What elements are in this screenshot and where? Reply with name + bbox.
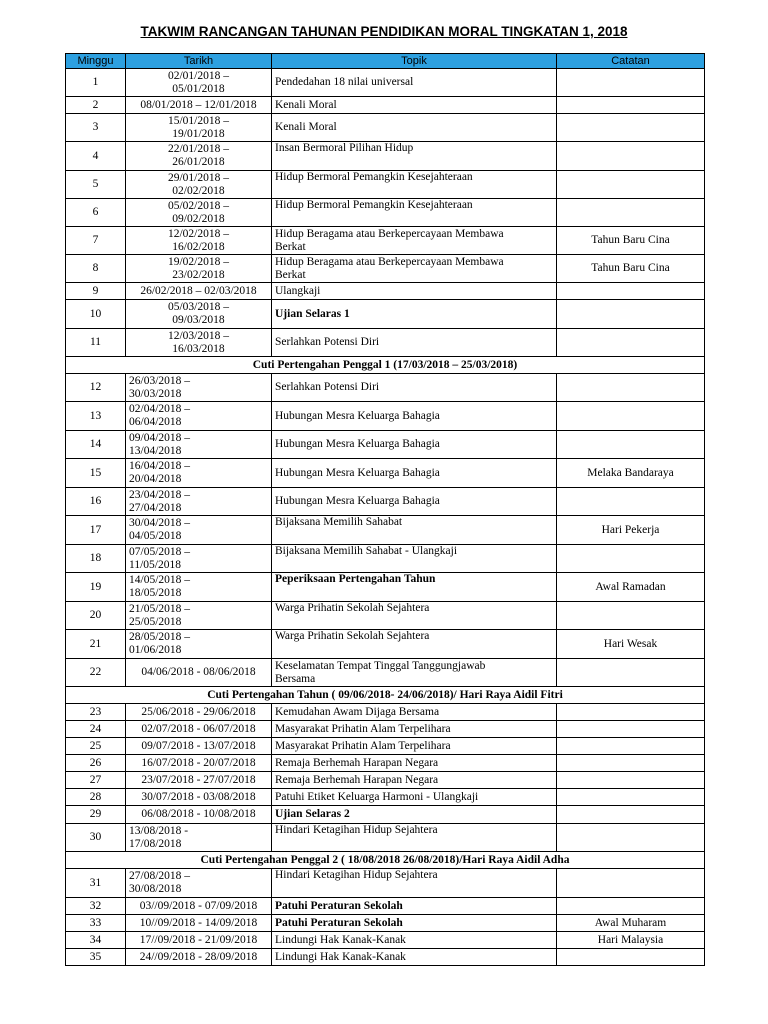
note-cell [557,869,705,898]
holiday-break-label: Cuti Pertengahan Penggal 2 ( 18/08/2018 26/08/2018)/Hari Raya Aidil Adha [66,852,705,869]
date-range-cell: 15/01/2018 – 19/01/2018 [126,114,272,142]
week-number-cell: 10 [66,300,126,329]
table-row [66,329,705,357]
note-cell [557,329,705,357]
date-range-cell: 23/04/2018 – 27/04/2018 [126,488,272,516]
topic-cell: Kenali Moral [272,97,557,114]
date-range-cell: 12/02/2018 – 16/02/2018 [126,227,272,255]
date-range-cell: 26/02/2018 – 02/03/2018 [126,283,272,300]
date-range-cell: 14/05/2018 – 18/05/2018 [126,573,272,602]
note-cell [557,171,705,199]
date-range-cell: 22/01/2018 – 26/01/2018 [126,142,272,171]
topic-cell: Serlahkan Potensi Diri [272,329,557,357]
topic-cell: Pendedahan 18 nilai universal [272,69,557,97]
date-range-cell: 09/07/2018 - 13/07/2018 [126,738,272,755]
header-minggu: Minggu [66,54,126,69]
week-number-cell: 32 [66,898,126,915]
note-cell: Awal Muharam [557,915,705,932]
table-row [66,283,705,300]
date-range-cell: 03//09/2018 - 07/09/2018 [126,898,272,915]
holiday-break-label: Cuti Pertengahan Tahun ( 09/06/2018- 24/06/2018)/ Hari Raya Aidil Fitri [66,687,705,704]
topic-cell: Hindari Ketagihan Hidup Sejahtera [272,869,557,898]
topic-cell: Hindari Ketagihan Hidup Sejahtera [272,824,557,852]
header-topik: Topik [272,54,557,69]
note-cell: Melaka Bandaraya [557,459,705,488]
topic-cell: Kenali Moral [272,114,557,142]
table-row [66,114,705,142]
date-range-cell: 26/03/2018 – 30/03/2018 [126,374,272,402]
note-cell [557,772,705,789]
table-row [66,545,705,573]
table-row [66,459,705,488]
topic-cell: Hubungan Mesra Keluarga Bahagia [272,402,557,431]
table-row [66,171,705,199]
week-number-cell: 3 [66,114,126,142]
topic-cell: Masyarakat Prihatin Alam Terpelihara [272,738,557,755]
week-number-cell: 29 [66,806,126,824]
date-range-cell: 24//09/2018 - 28/09/2018 [126,949,272,966]
week-number-cell: 16 [66,488,126,516]
topic-cell: Warga Prihatin Sekolah Sejahtera [272,602,557,630]
table-row [66,755,705,772]
topic-cell: Masyarakat Prihatin Alam Terpelihara [272,721,557,738]
date-range-cell: 23/07/2018 - 27/07/2018 [126,772,272,789]
note-cell [557,97,705,114]
note-cell [557,755,705,772]
table-header-row [66,54,705,69]
note-cell [557,431,705,459]
document-title: TAKWIM RANCANGAN TAHUNAN PENDIDIKAN MORAL TINGKATAN 1, 2018 [140,24,628,39]
week-number-cell: 4 [66,142,126,171]
note-cell: Hari Pekerja [557,516,705,545]
week-number-cell: 11 [66,329,126,357]
note-cell [557,704,705,721]
topic-cell: Hubungan Mesra Keluarga Bahagia [272,488,557,516]
table-row [66,789,705,806]
topic-cell: Lindungi Hak Kanak-Kanak [272,949,557,966]
note-cell [557,824,705,852]
date-range-cell: 08/01/2018 – 12/01/2018 [126,97,272,114]
note-cell [557,789,705,806]
week-number-cell: 1 [66,69,126,97]
note-cell [557,602,705,630]
table-row [66,932,705,949]
date-range-cell: 07/05/2018 – 11/05/2018 [126,545,272,573]
table-row [66,721,705,738]
week-number-cell: 22 [66,659,126,687]
date-range-cell: 04/06/2018 - 08/06/2018 [126,659,272,687]
date-range-cell: 10//09/2018 - 14/09/2018 [126,915,272,932]
table-row [66,704,705,721]
note-cell [557,659,705,687]
week-number-cell: 31 [66,869,126,898]
topic-cell: Bijaksana Memilih Sahabat [272,516,557,545]
note-cell [557,300,705,329]
table-row [66,374,705,402]
date-range-cell: 05/03/2018 – 09/03/2018 [126,300,272,329]
week-number-cell: 17 [66,516,126,545]
table-row [66,199,705,227]
week-number-cell: 18 [66,545,126,573]
note-cell [557,806,705,824]
note-cell: Tahun Baru Cina [557,227,705,255]
table-row [66,738,705,755]
note-cell [557,374,705,402]
week-number-cell: 21 [66,630,126,659]
topic-cell: Patuhi Etiket Keluarga Harmoni - Ulangkaji [272,789,557,806]
table-row [66,602,705,630]
table-row [66,431,705,459]
topic-cell: Hubungan Mesra Keluarga Bahagia [272,431,557,459]
week-number-cell: 28 [66,789,126,806]
holiday-break-label: Cuti Pertengahan Penggal 1 (17/03/2018 – 25/03/2018) [66,357,705,374]
schedule-table [65,53,705,966]
week-number-cell: 26 [66,755,126,772]
table-row [66,772,705,789]
date-range-cell: 02/01/2018 – 05/01/2018 [126,69,272,97]
table-row [66,97,705,114]
note-cell: Hari Malaysia [557,932,705,949]
topic-cell: Keselamatan Tempat Tinggal Tanggungjawab Bersama [272,659,557,687]
table-row [66,898,705,915]
week-number-cell: 24 [66,721,126,738]
topic-cell: Ujian Selaras 2 [272,806,557,824]
topic-cell: Insan Bermoral Pilihan Hidup [272,142,557,171]
topic-cell: Warga Prihatin Sekolah Sejahtera [272,630,557,659]
note-cell [557,721,705,738]
date-range-cell: 02/07/2018 - 06/07/2018 [126,721,272,738]
note-cell [557,199,705,227]
table-row [66,300,705,329]
table-row [66,227,705,255]
table-row [66,573,705,602]
table-row [66,949,705,966]
table-row [66,824,705,852]
table-row [66,488,705,516]
topic-cell: Patuhi Peraturan Sekolah [272,915,557,932]
week-number-cell: 9 [66,283,126,300]
topic-cell: Patuhi Peraturan Sekolah [272,898,557,915]
date-range-cell: 06/08/2018 - 10/08/2018 [126,806,272,824]
week-number-cell: 23 [66,704,126,721]
topic-cell: Hubungan Mesra Keluarga Bahagia [272,459,557,488]
table-row [66,659,705,687]
date-range-cell: 05/02/2018 – 09/02/2018 [126,199,272,227]
note-cell [557,114,705,142]
table-row [66,806,705,824]
week-number-cell: 15 [66,459,126,488]
week-number-cell: 7 [66,227,126,255]
date-range-cell: 17//09/2018 - 21/09/2018 [126,932,272,949]
date-range-cell: 13/08/2018 - 17/08/2018 [126,824,272,852]
note-cell [557,488,705,516]
week-number-cell: 13 [66,402,126,431]
date-range-cell: 02/04/2018 – 06/04/2018 [126,402,272,431]
table-row [66,630,705,659]
date-range-cell: 27/08/2018 – 30/08/2018 [126,869,272,898]
topic-cell: Bijaksana Memilih Sahabat - Ulangkaji [272,545,557,573]
table-row [66,915,705,932]
note-cell [557,283,705,300]
date-range-cell: 09/04/2018 – 13/04/2018 [126,431,272,459]
week-number-cell: 2 [66,97,126,114]
note-cell [557,402,705,431]
table-row [66,255,705,283]
week-number-cell: 14 [66,431,126,459]
topic-cell: Lindungi Hak Kanak-Kanak [272,932,557,949]
holiday-break-row [66,852,705,869]
week-number-cell: 6 [66,199,126,227]
note-cell [557,142,705,171]
table-row [66,516,705,545]
week-number-cell: 35 [66,949,126,966]
week-number-cell: 27 [66,772,126,789]
week-number-cell: 8 [66,255,126,283]
note-cell [557,898,705,915]
note-cell [557,949,705,966]
topic-cell: Remaja Berhemah Harapan Negara [272,755,557,772]
week-number-cell: 30 [66,824,126,852]
note-cell: Tahun Baru Cina [557,255,705,283]
week-number-cell: 25 [66,738,126,755]
date-range-cell: 30/07/2018 - 03/08/2018 [126,789,272,806]
date-range-cell: 21/05/2018 – 25/05/2018 [126,602,272,630]
date-range-cell: 29/01/2018 – 02/02/2018 [126,171,272,199]
topic-cell: Hidup Beragama atau Berkepercayaan Membawa Berkat [272,227,557,255]
header-tarikh: Tarikh [126,54,272,69]
date-range-cell: 28/05/2018 – 01/06/2018 [126,630,272,659]
date-range-cell: 19/02/2018 – 23/02/2018 [126,255,272,283]
week-number-cell: 34 [66,932,126,949]
note-cell [557,738,705,755]
topic-cell: Kemudahan Awam Dijaga Bersama [272,704,557,721]
note-cell: Hari Wesak [557,630,705,659]
week-number-cell: 20 [66,602,126,630]
table-row [66,402,705,431]
week-number-cell: 33 [66,915,126,932]
topic-cell: Ulangkaji [272,283,557,300]
date-range-cell: 16/07/2018 - 20/07/2018 [126,755,272,772]
holiday-break-row [66,687,705,704]
table-row [66,142,705,171]
topic-cell: Hidup Bermoral Pemangkin Kesejahteraan [272,171,557,199]
table-row [66,69,705,97]
date-range-cell: 25/06/2018 - 29/06/2018 [126,704,272,721]
note-cell: Awal Ramadan [557,573,705,602]
week-number-cell: 12 [66,374,126,402]
week-number-cell: 19 [66,573,126,602]
table-row [66,869,705,898]
week-number-cell: 5 [66,171,126,199]
note-cell [557,545,705,573]
topic-cell: Ujian Selaras 1 [272,300,557,329]
holiday-break-row [66,357,705,374]
note-cell [557,69,705,97]
date-range-cell: 12/03/2018 – 16/03/2018 [126,329,272,357]
topic-cell: Hidup Beragama atau Berkepercayaan Membawa Berkat [272,255,557,283]
topic-cell: Serlahkan Potensi Diri [272,374,557,402]
header-catatan: Catatan [557,54,705,69]
topic-cell: Hidup Bermoral Pemangkin Kesejahteraan [272,199,557,227]
schedule-body [66,69,705,966]
topic-cell: Peperiksaan Pertengahan Tahun [272,573,557,602]
date-range-cell: 16/04/2018 – 20/04/2018 [126,459,272,488]
topic-cell: Remaja Berhemah Harapan Negara [272,772,557,789]
date-range-cell: 30/04/2018 – 04/05/2018 [126,516,272,545]
